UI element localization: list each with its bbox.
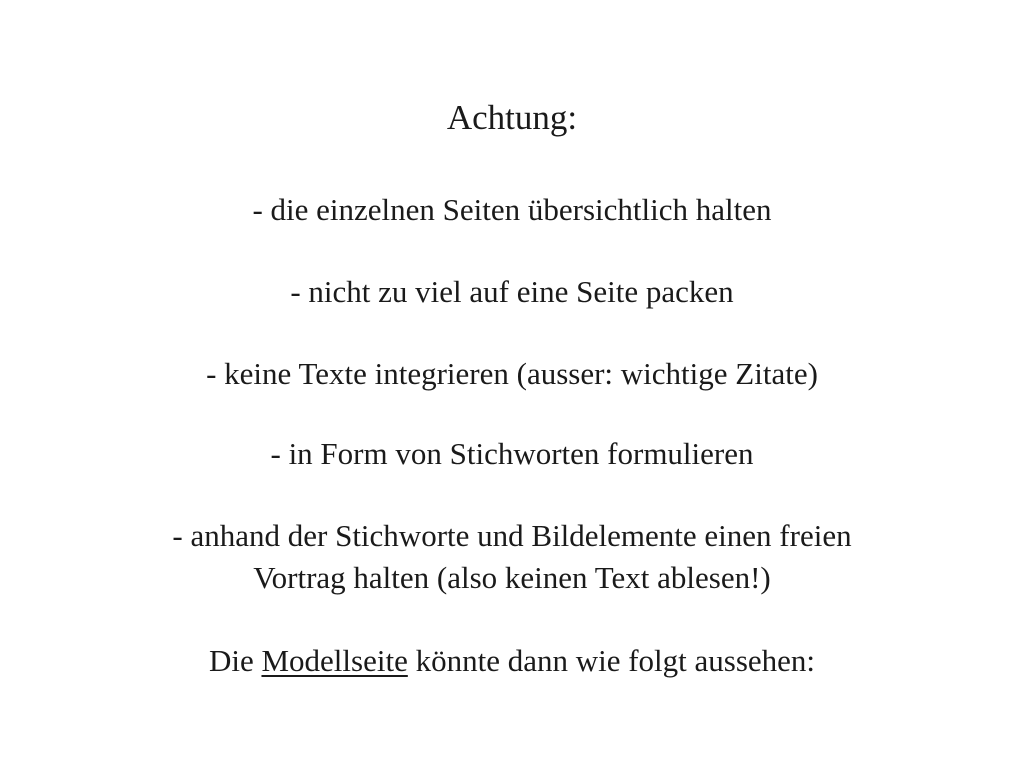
bullet-item: - keine Texte integrieren (ausser: wichtige Zitate) <box>206 356 818 391</box>
bullet-item: - die einzelnen Seiten übersichtlich halten <box>252 192 772 227</box>
slide-title: Achtung: <box>446 98 578 137</box>
closing-suffix: könnte dann wie folgt aussehen: <box>407 643 816 678</box>
bullet-item-line-2: Vortrag halten (also keinen Text ablesen!) <box>253 560 771 595</box>
closing-sentence <box>0 643 1024 679</box>
bullet-item: - in Form von Stichworten formulieren <box>270 436 754 471</box>
bullet-item: - nicht zu viel auf eine Seite packen <box>290 274 734 309</box>
bullet-item-line-1: - anhand der Stichworte und Bildelemente einen freien <box>172 518 852 553</box>
closing-prefix: Die <box>208 643 262 678</box>
model-page-link[interactable]: Modellseite <box>261 643 408 678</box>
